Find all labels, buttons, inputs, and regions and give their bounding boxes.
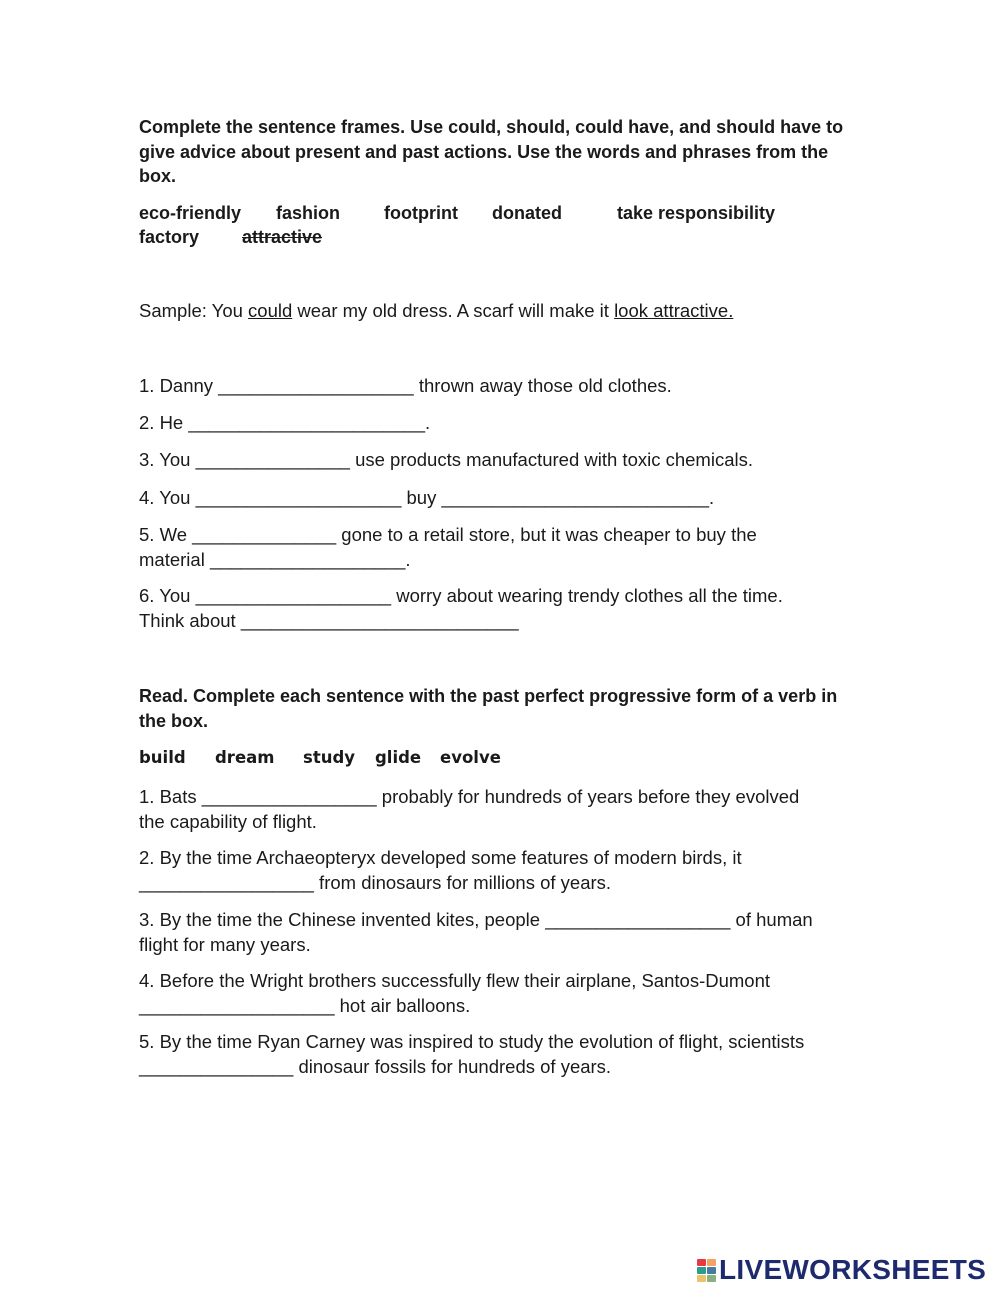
word-box-1 xyxy=(0,201,1000,251)
exercise2-item-2-line1: 2. By the time Archaeopteryx developed some features of modern birds, it xyxy=(139,847,742,868)
logo-mark-icon xyxy=(697,1259,716,1282)
exercise2-item-4-line2: ___________________ hot air balloons. xyxy=(139,994,471,1016)
word-box-item: fashion xyxy=(276,203,341,223)
exercise-item-6-line1: 6. You ___________________ worry about wearing trendy clothes all the time. xyxy=(139,585,783,606)
logo-text: LIVEWORKSHEETS xyxy=(719,1254,987,1285)
exercise-item-5-line1: 5. We ______________ gone to a retail store, but it was cheaper to buy the xyxy=(139,524,757,545)
exercise-item-4: 4. You ____________________ buy __________________________. xyxy=(139,487,715,508)
word-box-item: eco-friendly xyxy=(139,203,242,223)
logo-block xyxy=(697,1267,706,1274)
word-box-item: build xyxy=(139,748,186,767)
exercise2-item-2-line2: _________________ from dinosaurs for millions of years. xyxy=(139,871,612,893)
exercise2-item-1-line2: the capability of flight. xyxy=(139,810,317,832)
exercise-item-1: 1. Danny ___________________ thrown away those old clothes. xyxy=(139,375,672,396)
exercise2-item-3-line1: 3. By the time the Chinese invented kites, people __________________ of human xyxy=(139,909,813,930)
exercise2-item-1-line1: 1. Bats _________________ probably for hundreds of years before they evolved xyxy=(139,786,800,807)
exercise2-item-4-line1: 4. Before the Wright brothers successfully flew their airplane, Santos-Dumont xyxy=(139,970,771,991)
exercise2-item-5-line2: _______________ dinosaur fossils for hundreds of years. xyxy=(139,1055,612,1077)
word-box-item: factory xyxy=(139,227,200,247)
exercise2-item-2 xyxy=(139,846,742,895)
word-box-item: glide xyxy=(375,748,422,767)
sample-modal: could xyxy=(248,300,293,321)
word-box-item: evolve xyxy=(440,748,501,767)
word-box-item: donated xyxy=(492,203,562,223)
word-box-2 xyxy=(0,748,1000,772)
exercise-item-2: 2. He _______________________. xyxy=(139,412,431,433)
logo-block xyxy=(697,1275,706,1282)
logo-block xyxy=(707,1275,716,1282)
sample-prefix: Sample: You xyxy=(139,300,249,321)
exercise2-item-5 xyxy=(139,1030,804,1079)
exercise-item-5-line2: material ___________________. xyxy=(139,548,411,570)
word-box-item-used: attractive xyxy=(242,227,323,247)
sample-sentence xyxy=(139,299,733,324)
logo-block xyxy=(707,1259,716,1266)
exercise-item-5 xyxy=(139,523,757,572)
section1-instruction: Complete the sentence frames. Use could, should, could have, and should have to give advice about present and past actions. Use the words and phrases from the box. xyxy=(139,117,844,186)
sample-answer: look attractive. xyxy=(614,300,734,321)
exercise2-item-5-line1: 5. By the time Ryan Carney was inspired to study the evolution of flight, scientists xyxy=(139,1031,805,1052)
exercise2-item-3-line2: flight for many years. xyxy=(139,933,311,955)
exercise2-item-3 xyxy=(139,908,813,957)
section2-instruction: Read. Complete each sentence with the past perfect progressive form of a verb in the box. xyxy=(139,686,838,731)
word-box-item: footprint xyxy=(384,203,458,223)
logo-block xyxy=(707,1267,716,1274)
exercise-item-6-line2: Think about ___________________________ xyxy=(139,609,519,631)
exercise2-item-4 xyxy=(139,969,770,1018)
word-box-item: dream xyxy=(215,748,275,767)
exercise-item-6 xyxy=(139,584,783,633)
exercise2-item-1 xyxy=(139,785,799,834)
word-box-item: take responsibility xyxy=(617,203,776,223)
exercise-item-3: 3. You _______________ use products manufactured with toxic chemicals. xyxy=(139,449,753,470)
word-box-item: study xyxy=(303,748,356,767)
logo-block xyxy=(697,1259,706,1266)
liveworksheets-logo[interactable] xyxy=(697,1255,986,1285)
sample-middle: wear my old dress. A scarf will make it xyxy=(292,300,615,321)
